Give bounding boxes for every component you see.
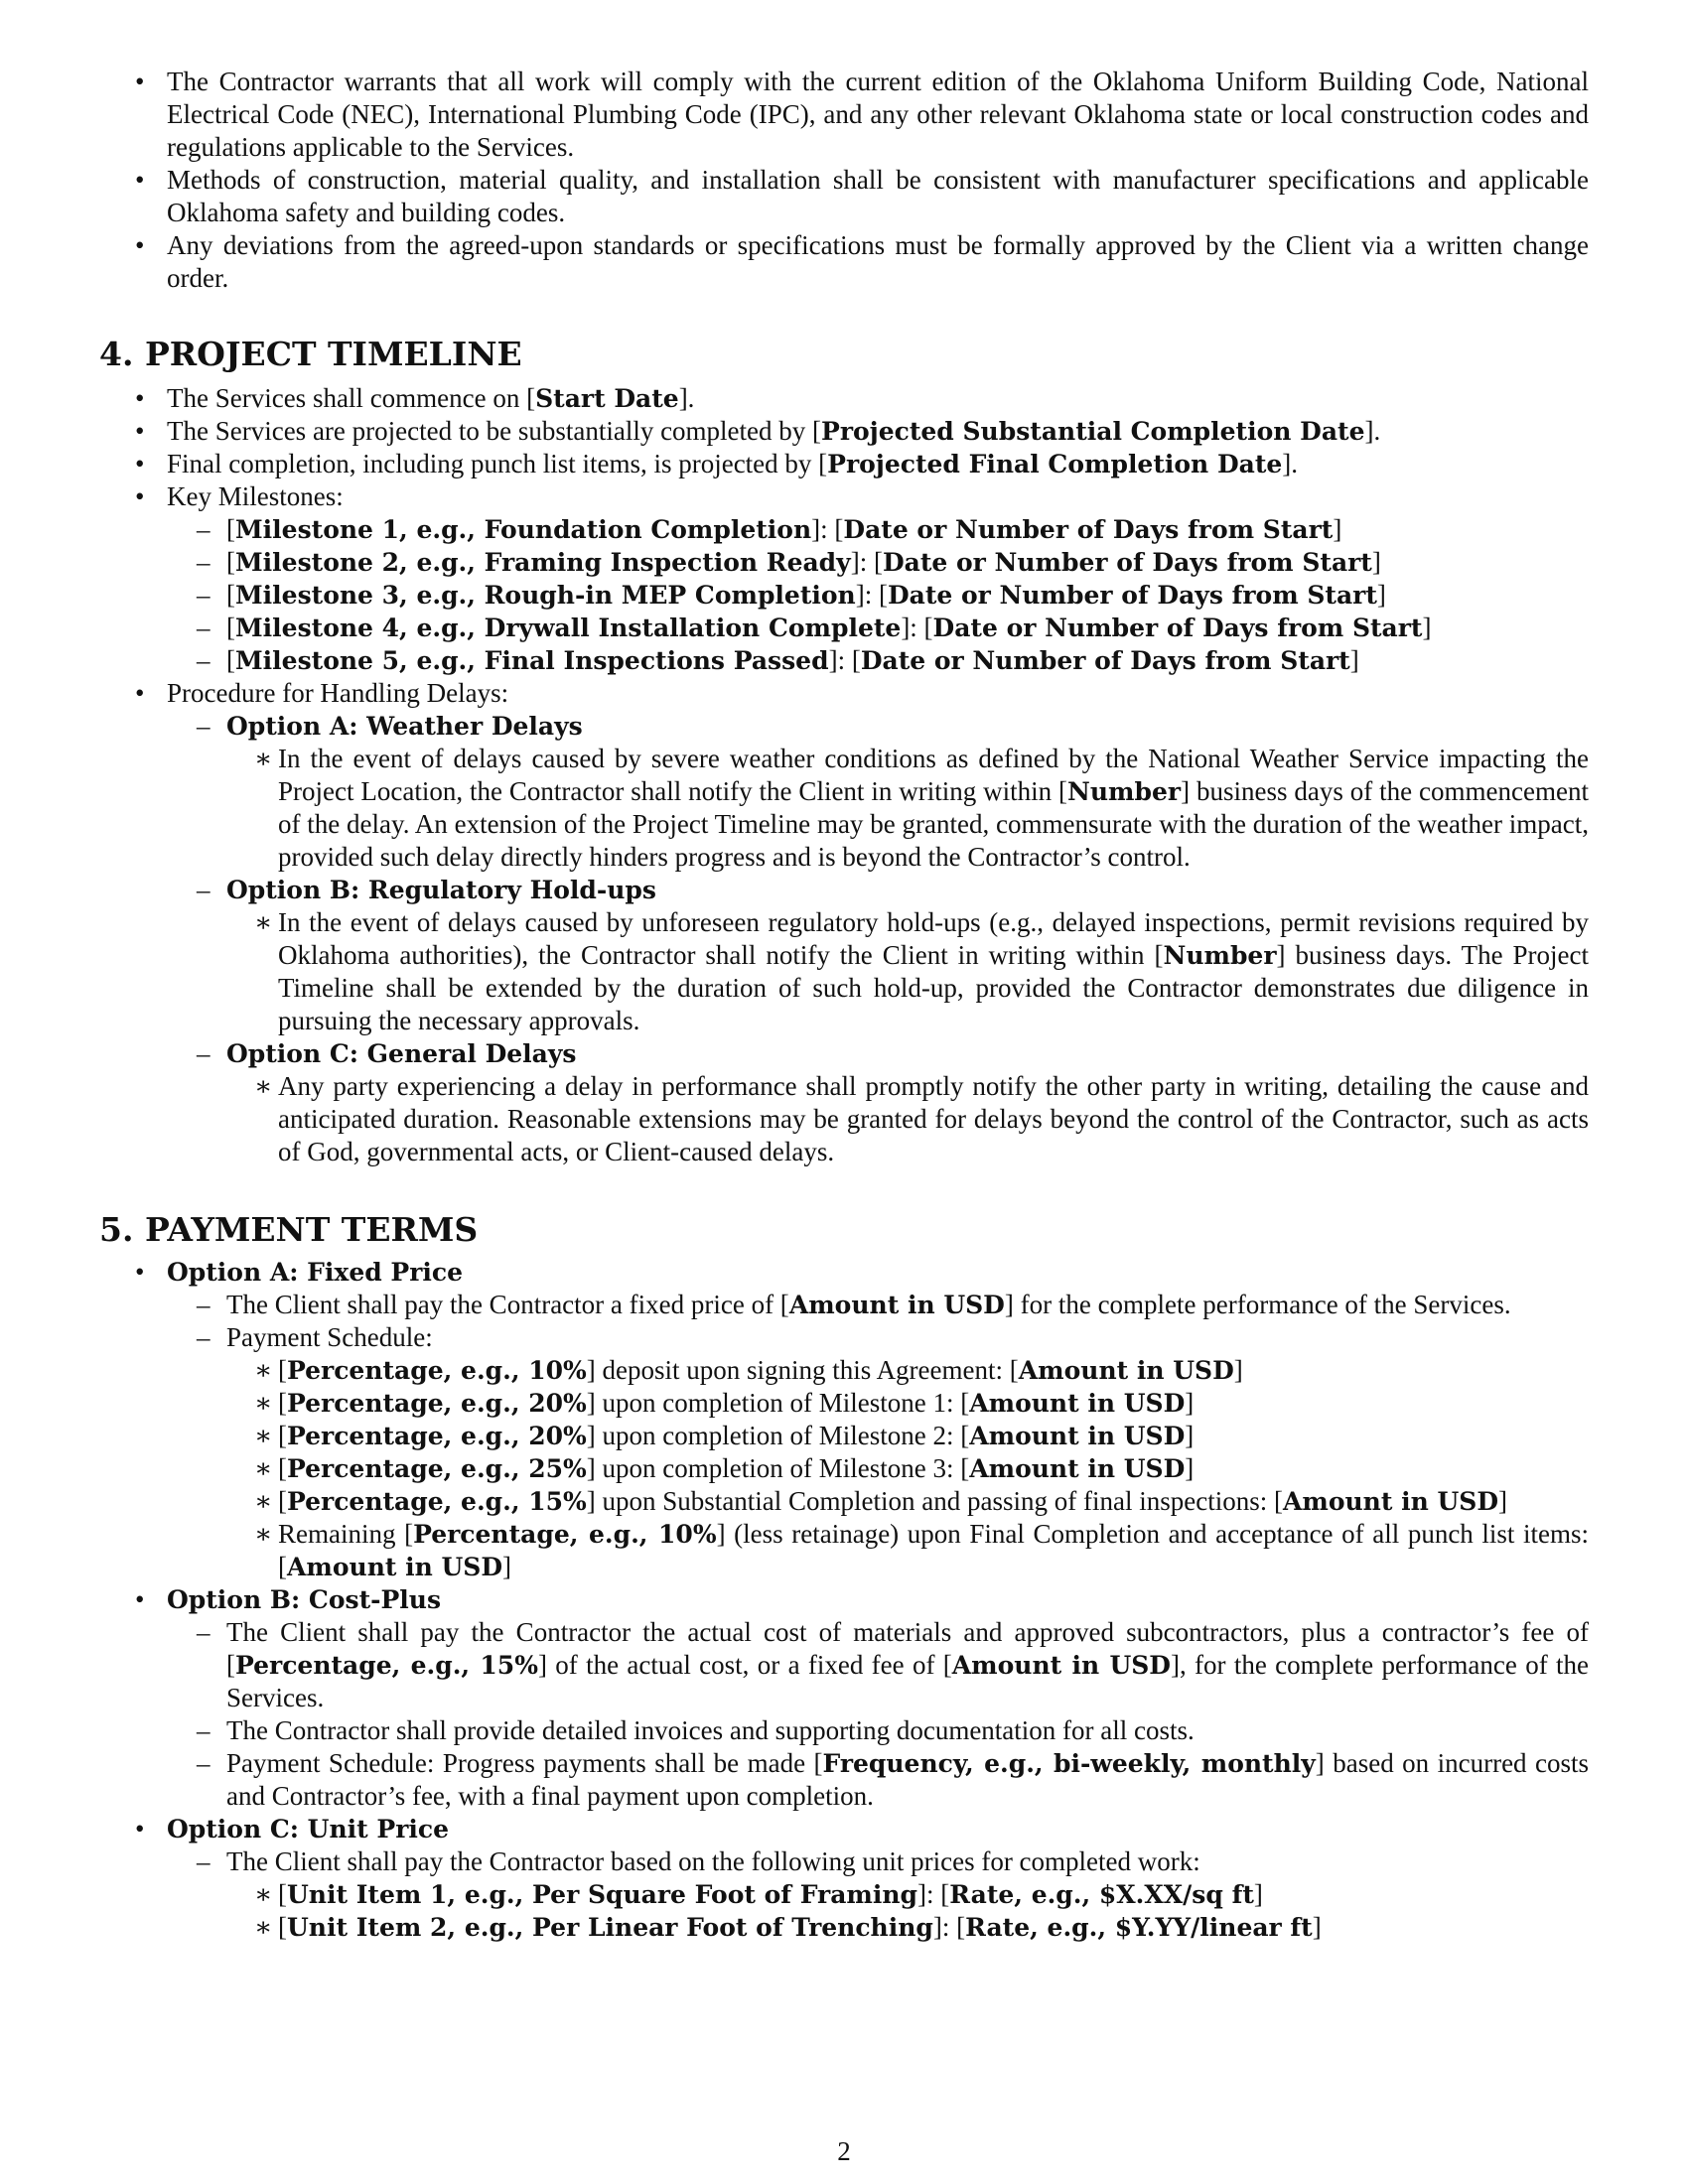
list-item: • The Services are projected to be substantially completed by [Projected Substantial Completion Date]. (135, 416, 1381, 446)
schedule-item: ∗ [Percentage, e.g., 15%] upon Substantial Completion and passing of final inspections: [Amount in USD] (254, 1486, 1508, 1516)
delay-option-a-text: ∗ In the event of delays caused by severe weather conditions as defined by the National Weather Service impacting the Project Location, the Contractor shall notify the Client in writing within [Number] business days of the commencement of the delay. An extension of the Project Timeline may be granted, commensurate with the duration of the weather impact, provided such delay directly hinders progress and is beyond the Contractor’s control. (254, 744, 1589, 872)
list-item: • Key Milestones: – [Milestone 1, e.g., Foundation Completion]: [Date or Number of Days from Start] – [Milestone 2, e.g., Framing Inspection Ready]: [Date or Number of Days from Start] – [Milestone 3, e.g., Rough-in MEP Completion]: [Date or Number of Days from Start] – [Milestone 4, e.g., Drywall Installation Complete]: [Date or Number of Days from Start] – [Milestone 5, e.g., Final Inspections Passed]: [Date or Number of Days from Start] (99, 480, 1589, 677)
schedule-item: ∗ [Percentage, e.g., 20%] upon completion of Milestone 2: [Amount in USD] (254, 1421, 1195, 1450)
bullet-icon: • (135, 165, 145, 195)
unit-item: ∗ [Unit Item 1, e.g., Per Square Foot of Framing]: [Rate, e.g., $X.XX/sq ft] (254, 1879, 1263, 1909)
list-item: • The Contractor warrants that all work will comply with the current edition of the Oklahoma Uniform Building Code, National Electrical Code (NEC), International Plumbing Code (IPC), and any other relevant Oklahoma state or local construction codes and regulations applicable to the Services. (135, 67, 1589, 162)
payment-option-c: • Option C: Unit Price – The Client shall pay the Contractor based on the following unit prices for completed work: ∗ [Unit Item 1, e.g., Per Square Foot of Framing]: [Rate, e.g., $X.XX/sq ft] ∗ [Unit Item 2, e.g., Per Linear Foot of Trenching]: [Rate, e.g., $Y.YY/linear ft] (99, 1813, 1589, 1944)
milestone-item: – [Milestone 1, e.g., Foundation Completion]: [Date or Number of Days from Start] (197, 514, 1342, 544)
page-number: 2 (837, 2136, 851, 2166)
asterisk-icon: ∗ (254, 907, 273, 937)
list-item: – The Client shall pay the Contractor based on the following unit prices for completed work: ∗ [Unit Item 1, e.g., Per Square Foot of Framing]: [Rate, e.g., $X.XX/sq ft] ∗ [Unit Item 2, e.g., Per Linear Foot of Trenching]: [Rate, e.g., $Y.YY/linear ft] (167, 1845, 1589, 1944)
section-4-heading: 4. PROJECT TIMELINE (99, 335, 522, 373)
dash-icon: – (197, 613, 211, 642)
bullet-icon: • (135, 449, 145, 478)
delay-options-list (167, 710, 1589, 1168)
dash-icon: – (197, 1748, 211, 1778)
dash-icon: – (197, 1290, 211, 1319)
document-page (99, 66, 1589, 1944)
asterisk-icon: ∗ (254, 1071, 273, 1101)
list-item: • Final completion, including punch list items, is projected by [Projected Final Completion Date]. (135, 449, 1299, 478)
delay-option-c-text: ∗ Any party experiencing a delay in performance shall promptly notify the other party in writing, detailing the cause and anticipated duration. Reasonable extensions may be granted for delays beyond the control of the Contractor, such as acts of God, governmental acts, or Client-caused delays. (254, 1071, 1589, 1166)
asterisk-icon: ∗ (254, 1421, 273, 1450)
schedule-item: ∗ [Percentage, e.g., 25%] upon completion of Milestone 3: [Amount in USD] (254, 1453, 1195, 1483)
dash-icon: – (197, 1617, 211, 1647)
asterisk-icon: ∗ (254, 1486, 273, 1516)
list-item: – The Client shall pay the Contractor the actual cost of materials and approved subcontractors, plus a contractor’s fee of [Percentage, e.g., 15%] of the actual cost, or a fixed fee of [Amount in USD], for the complete performance of the Services. (197, 1617, 1589, 1712)
asterisk-icon: ∗ (254, 744, 273, 773)
payment-list (99, 1256, 1589, 1944)
unit-item: ∗ [Unit Item 2, e.g., Per Linear Foot of Trenching]: [Rate, e.g., $Y.YY/linear ft] (254, 1912, 1322, 1942)
bullet-icon: • (135, 416, 145, 446)
dash-icon: – (197, 547, 211, 577)
asterisk-icon: ∗ (254, 1355, 273, 1385)
dash-icon: – (197, 580, 211, 610)
intro-list (99, 66, 1589, 295)
asterisk-icon: ∗ (254, 1453, 273, 1483)
milestone-item: – [Milestone 5, e.g., Final Inspections Passed]: [Date or Number of Days from Start] (197, 645, 1359, 675)
delay-option-b-text: ∗ In the event of delays caused by unforeseen regulatory hold-ups (e.g., delayed inspections, permit revisions required by Oklahoma authorities), the Contractor shall notify the Client in writing within [Number] business days. The Project Timeline shall be extended by the duration of such hold-up, provided the Contractor demonstrates due diligence in pursuing the necessary approvals. (254, 907, 1589, 1035)
bullet-icon: • (135, 230, 145, 260)
milestone-item: – [Milestone 4, e.g., Drywall Installation Complete]: [Date or Number of Days from Start] (197, 613, 1432, 642)
asterisk-icon: ∗ (254, 1879, 273, 1909)
dash-icon: – (197, 514, 211, 544)
bullet-icon: • (135, 678, 145, 708)
bullet-icon: • (135, 67, 145, 96)
milestone-item: – [Milestone 3, e.g., Rough-in MEP Completion]: [Date or Number of Days from Start] (197, 580, 1386, 610)
dash-icon: – (197, 1846, 211, 1876)
delay-option-c: – Option C: General Delays ∗ Any party experiencing a delay in performance shall promptly notify the other party in writing, detailing the cause and anticipated duration. Reasonable extensions may be granted for delays beyond the control of the Contractor, such as acts of God, governmental acts, or Client-caused delays. (197, 1038, 1589, 1166)
list-item: • Procedure for Handling Delays: – Option A: Weather Delays ∗ In the event of delays caused by severe weather conditions as defined by the National Weather Service impacting the Project Location, the Contractor shall notify the Client in writing within [Number] business days of the commencement of the delay. An extension of the Project Timeline may be granted, commensurate with the duration of the weather impact, provided such delay directly hinders progress and is beyond the Contractor’s control. – Option B: Regulatory Hold-ups ∗ In the event of delays caused by unforeseen regulatory hold-ups (e.g., delayed inspections, permit revisions required by Oklahoma authorities), the Contractor shall notify the Client in writing within [Number] business days. The Project Timeline shall be extended by the duration of such hold-up, provided the Contractor demonstrates due diligence in pursuing the necessary approvals. – Option C: General Delays ∗ Any party experiencing a delay in performance shall promptly notify the other party in writing, detailing the cause and anticipated duration. Reasonable extensions may be granted for delays beyond the control of the Contractor, such as acts of God, governmental acts, or Client-caused delays. (135, 678, 1589, 1166)
milestones-list (167, 513, 1589, 677)
unit-price-list (226, 1878, 1589, 1944)
timeline-list (99, 382, 1589, 1168)
list-item: – Payment Schedule: ∗ [Percentage, e.g., 10%] deposit upon signing this Agreement: [Amount in USD] ∗ [Percentage, e.g., 20%] upon completion of Milestone 1: [Amount in USD] ∗ [Percentage, e.g., 20%] upon completion of Milestone 2: [Amount in USD] ∗ [Percentage, e.g., 25%] upon completion of Milestone 3: [Amount in USD] ∗ [Percentage, e.g., 15%] upon Substantial Completion and passing of final inspections: [Amount in USD] ∗ Remaining [Percentage, e.g., 10%] (less retainage) upon Final Completion and acceptance of all punch list items: [Amount in USD] (197, 1322, 1590, 1581)
list-item: – The Client shall pay the Contractor a fixed price of [Amount in USD] for the complete performance of the Services. (197, 1290, 1511, 1319)
dash-icon: – (197, 711, 211, 741)
list-item: • Methods of construction, material quality, and installation shall be consistent with manufacturer specifications and applicable Oklahoma safety and building codes. (135, 165, 1589, 227)
list-item: – Payment Schedule: Progress payments shall be made [Frequency, e.g., bi-weekly, monthly] based on incurred costs and Contractor’s fee, with a final payment upon completion. (197, 1748, 1590, 1811)
schedule-item: ∗ [Percentage, e.g., 10%] deposit upon signing this Agreement: [Amount in USD] (254, 1355, 1243, 1385)
dash-icon: – (197, 875, 211, 904)
delay-option-b: – Option B: Regulatory Hold-ups ∗ In the event of delays caused by unforeseen regulatory hold-ups (e.g., delayed inspections, permit revisions required by Oklahoma authorities), the Contractor shall notify the Client in writing within [Number] business days. The Project Timeline shall be extended by the duration of such hold-up, provided the Contractor demonstrates due diligence in pursuing the necessary approvals. (197, 875, 1589, 1035)
list-item: • The Services shall commence on [Start Date]. (135, 383, 695, 413)
list-item: – The Contractor shall provide detailed invoices and supporting documentation for all costs. (197, 1715, 1195, 1745)
milestone-item: – [Milestone 2, e.g., Framing Inspection Ready]: [Date or Number of Days from Start] (197, 547, 1381, 577)
asterisk-icon: ∗ (254, 1519, 273, 1549)
payment-option-a: • Option A: Fixed Price – The Client shall pay the Contractor a fixed price of [Amount in USD] for the complete performance of the Services. – Payment Schedule: ∗ [Percentage, e.g., 10%] deposit upon signing this Agreement: [Amount in USD] ∗ [Percentage, e.g., 20%] upon completion of Milestone 1: [Amount in USD] ∗ [Percentage, e.g., 20%] upon completion of Milestone 2: [Amount in USD] ∗ [Percentage, e.g., 25%] upon completion of Milestone 3: [Amount in USD] ∗ [Percentage, e.g., 15%] upon Substantial Completion and passing of final inspections: [Amount in USD] ∗ Remaining [Percentage, e.g., 10%] (less retainage) upon Final Completion and acceptance of all punch list items: [Amount in USD] (135, 1257, 1590, 1581)
payment-schedule-list (226, 1354, 1589, 1583)
list-item: • Any deviations from the agreed-upon standards or specifications must be formally approved by the Client via a written change order. (135, 230, 1589, 293)
dash-icon: – (197, 1038, 211, 1068)
section-5-heading: 5. PAYMENT TERMS (99, 1210, 479, 1249)
bullet-icon: • (135, 1257, 145, 1287)
payment-option-b: • Option B: Cost-Plus – The Client shall pay the Contractor the actual cost of materials and approved subcontractors, plus a contractor’s fee of [Percentage, e.g., 15%] of the actual cost, or a fixed fee of [Amount in USD], for the complete performance of the Services. – The Contractor shall provide detailed invoices and supporting documentation for all costs. – Payment Schedule: Progress payments shall be made [Frequency, e.g., bi-weekly, monthly] based on incurred costs and Contractor’s fee, with a final payment upon completion. (135, 1584, 1590, 1811)
dash-icon: – (197, 1322, 211, 1352)
bullet-icon: • (135, 1814, 145, 1843)
dash-icon: – (197, 645, 211, 675)
bullet-icon: • (135, 481, 145, 511)
schedule-item: ∗ [Percentage, e.g., 20%] upon completion of Milestone 1: [Amount in USD] (254, 1388, 1195, 1418)
asterisk-icon: ∗ (254, 1912, 273, 1942)
asterisk-icon: ∗ (254, 1388, 273, 1418)
bullet-icon: • (135, 1584, 145, 1614)
schedule-item: ∗ Remaining [Percentage, e.g., 10%] (less retainage) upon Final Completion and acceptance of all punch list items: [Amount in USD] (254, 1519, 1590, 1581)
dash-icon: – (197, 1715, 211, 1745)
delay-option-a: – Option A: Weather Delays ∗ In the event of delays caused by severe weather conditions as defined by the National Weather Service impacting the Project Location, the Contractor shall notify the Client in writing within [Number] business days of the commencement of the delay. An extension of the Project Timeline may be granted, commensurate with the duration of the weather impact, provided such delay directly hinders progress and is beyond the Contractor’s control. (197, 711, 1589, 872)
bullet-icon: • (135, 383, 145, 413)
